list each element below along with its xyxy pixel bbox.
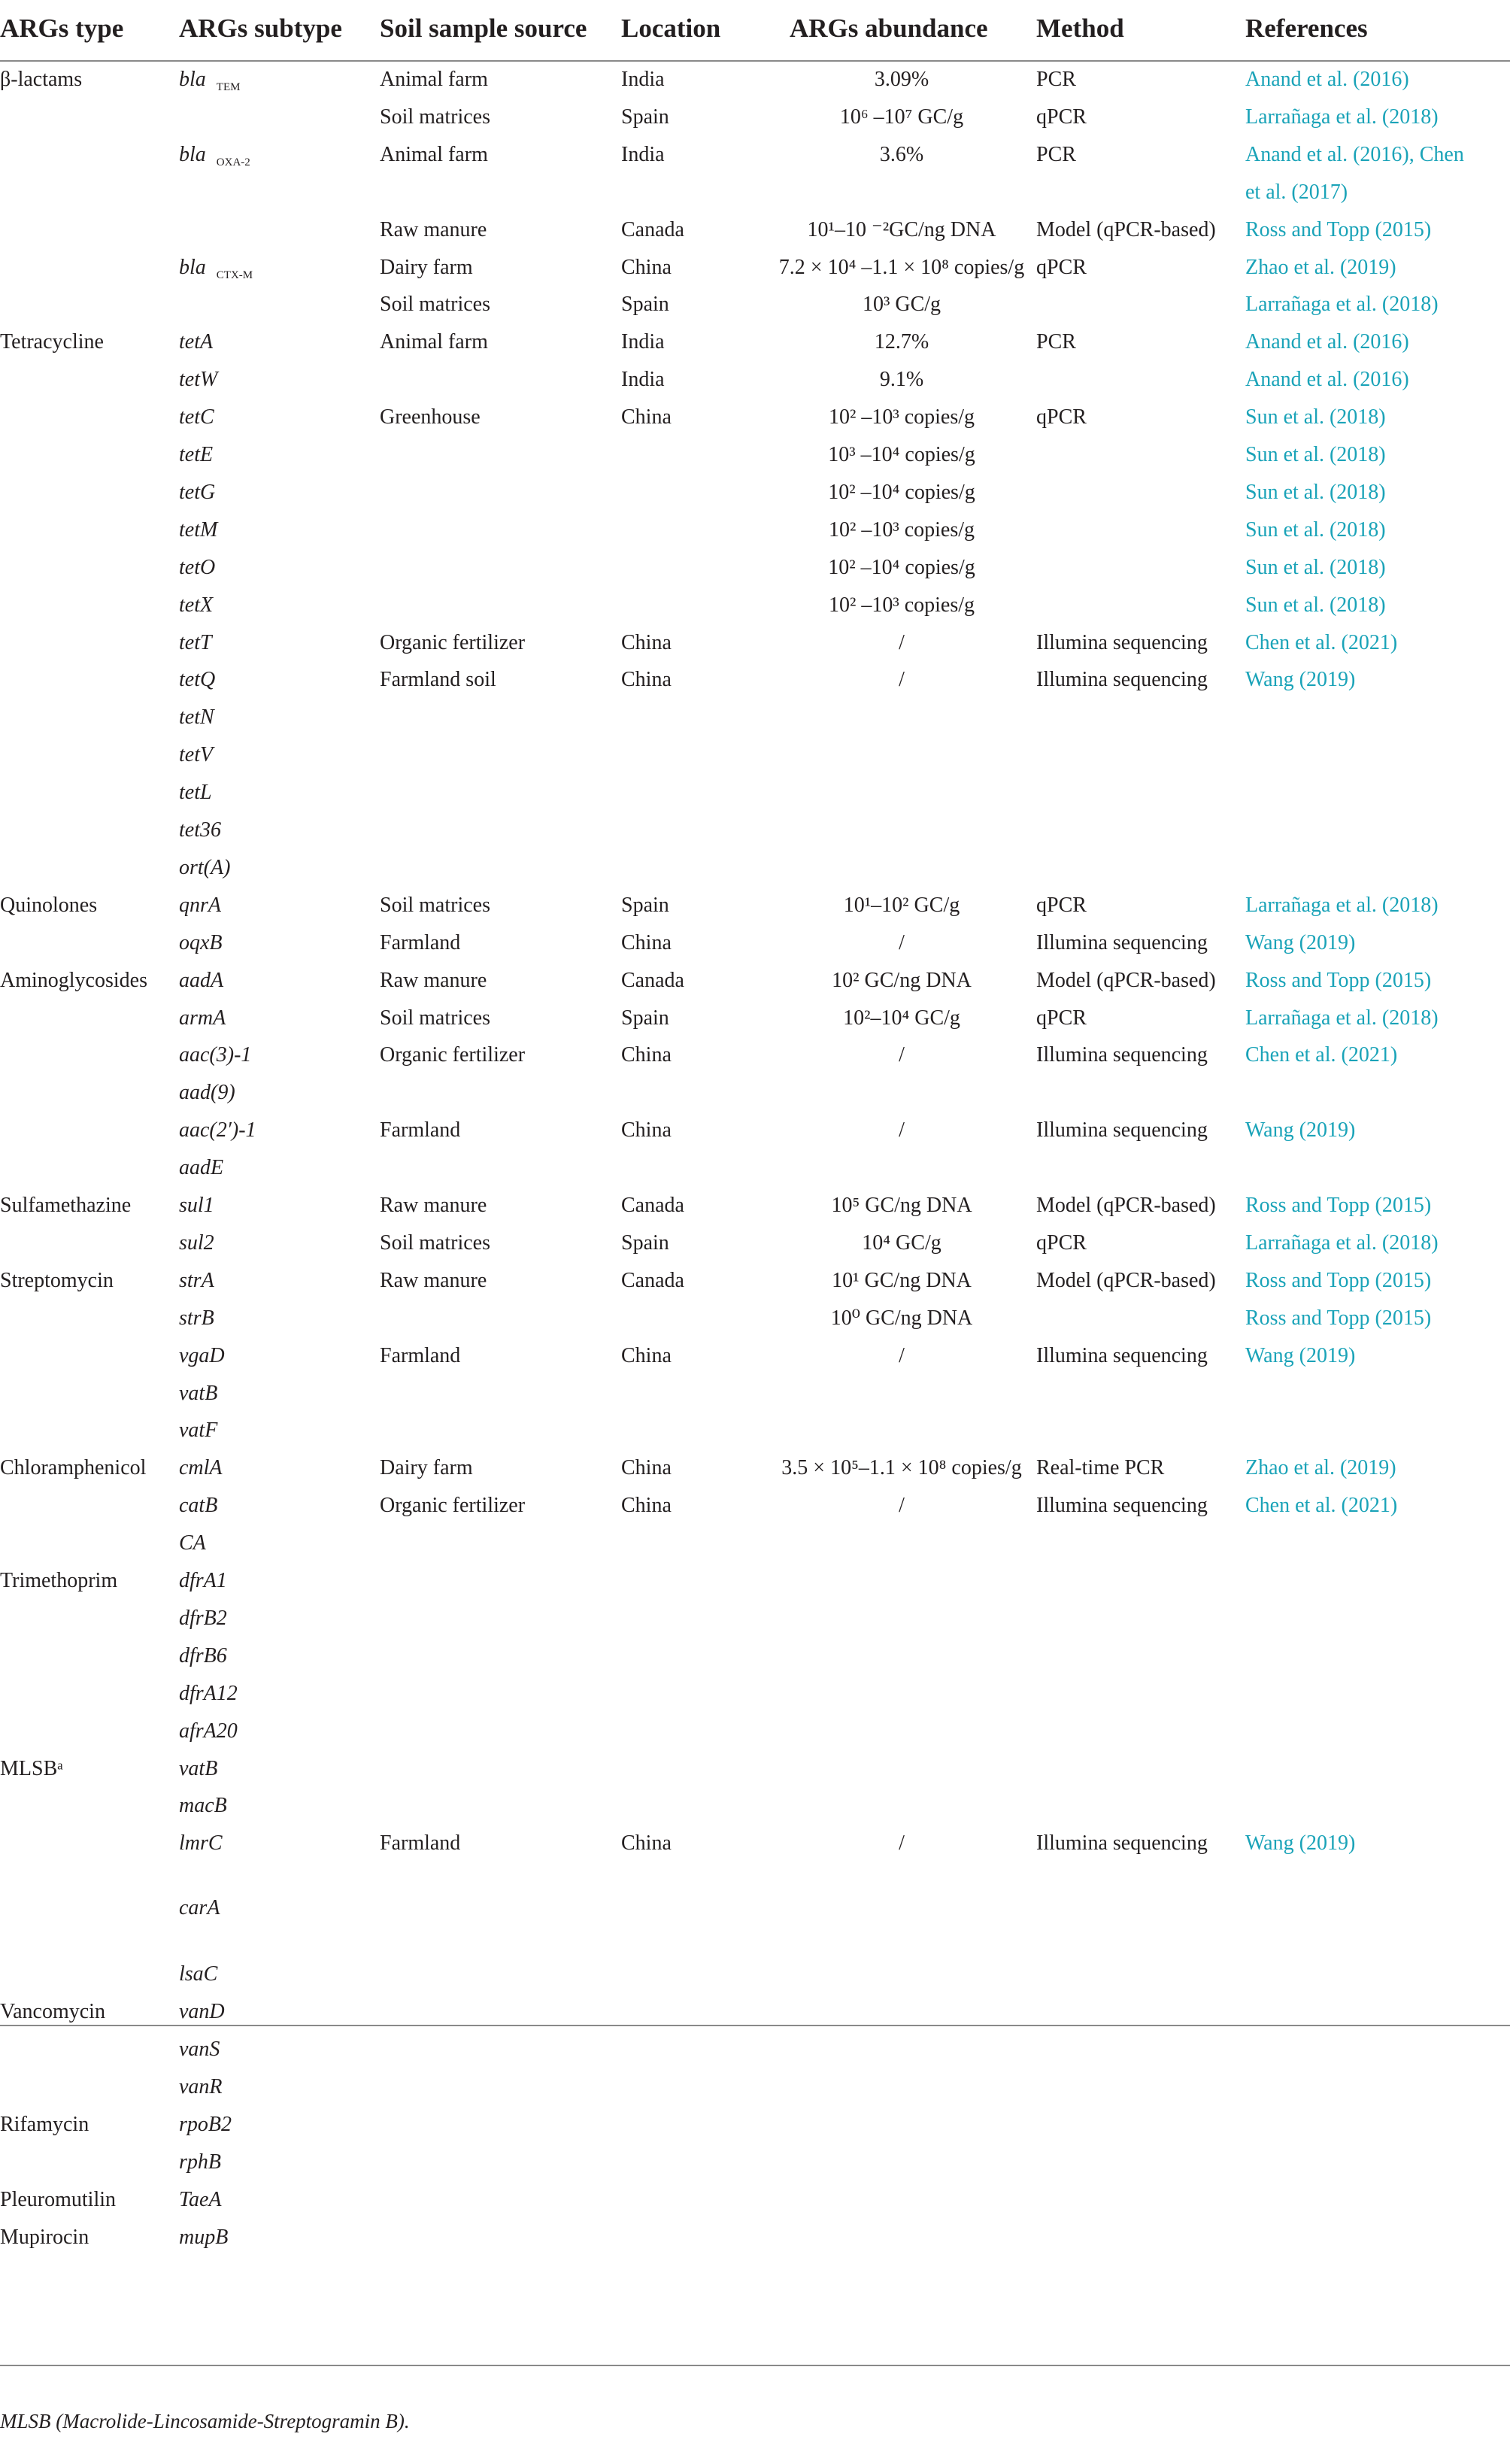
cell-location: Canada bbox=[621, 217, 684, 241]
table-row bbox=[0, 1149, 1510, 1188]
table-row bbox=[0, 135, 1510, 174]
table-row bbox=[0, 1955, 1510, 1994]
cell-args-subtype: oqxB bbox=[179, 930, 223, 954]
cell-args-subtype: afrA20 bbox=[179, 1719, 238, 1743]
cell-args-subtype: tetO bbox=[179, 555, 216, 579]
cell-method: Illumina sequencing bbox=[1036, 668, 1208, 692]
cell-args-type: Tetracycline bbox=[0, 330, 104, 354]
table-header bbox=[0, 0, 1510, 60]
cell-location: India bbox=[621, 142, 665, 166]
cell-reference[interactable]: Wang (2019) bbox=[1245, 1343, 1356, 1367]
header-args-subtype: ARGs subtype bbox=[179, 14, 342, 43]
cell-soil-source: Greenhouse bbox=[380, 405, 481, 429]
cell-args-subtype: tetG bbox=[179, 480, 216, 504]
cell-args-subtype: tetA bbox=[179, 330, 214, 354]
cell-reference[interactable]: Ross and Topp (2015) bbox=[1245, 1306, 1432, 1330]
cell-location: China bbox=[621, 630, 672, 654]
table-row bbox=[0, 1486, 1510, 1525]
cell-location: China bbox=[621, 930, 672, 954]
cell-soil-source: Raw manure bbox=[380, 968, 487, 992]
table-row bbox=[0, 1111, 1510, 1150]
table-row bbox=[0, 360, 1510, 399]
cell-abundance: / bbox=[899, 1831, 905, 1856]
cell-soil-source: Animal farm bbox=[380, 142, 488, 166]
cell-abundance: 10²–10⁴ GC/g bbox=[843, 1006, 960, 1030]
cell-abundance: / bbox=[899, 1043, 905, 1067]
table-row bbox=[0, 2105, 1510, 2144]
cell-reference[interactable]: Wang (2019) bbox=[1245, 1118, 1356, 1142]
cell-args-subtype: dfrB2 bbox=[179, 1606, 227, 1630]
cell-method: PCR bbox=[1036, 142, 1076, 166]
cell-soil-source: Farmland bbox=[380, 1343, 461, 1367]
cell-abundance: 10² GC/ng DNA bbox=[832, 968, 972, 992]
cell-abundance: 3.6% bbox=[879, 142, 924, 166]
cell-location: India bbox=[621, 68, 665, 91]
table-row bbox=[0, 60, 1510, 99]
cell-args-subtype: aac(3)-1 bbox=[179, 1043, 252, 1067]
section-rule bbox=[0, 2025, 1510, 2026]
cell-reference[interactable]: Wang (2019) bbox=[1245, 668, 1356, 692]
cell-args-subtype: sul2 bbox=[179, 1230, 214, 1255]
cell-args-subtype: dfrA12 bbox=[179, 1681, 238, 1705]
table-row bbox=[0, 1337, 1510, 1376]
table-row bbox=[0, 1749, 1510, 1789]
table-row bbox=[0, 323, 1510, 362]
table-row bbox=[0, 1449, 1510, 1488]
cell-reference[interactable]: Anand et al. (2016) bbox=[1245, 68, 1409, 91]
table-row bbox=[0, 285, 1510, 324]
table-row bbox=[0, 660, 1510, 699]
cell-soil-source: Farmland bbox=[380, 930, 461, 954]
cell-args-subtype: tetX bbox=[179, 593, 214, 617]
table-row bbox=[0, 1674, 1510, 1713]
cell-reference[interactable]: Larrañaga et al. (2018) bbox=[1245, 293, 1439, 317]
cell-method: qPCR bbox=[1036, 1230, 1087, 1255]
cell-args-subtype: vanS bbox=[179, 2038, 220, 2061]
table-row bbox=[0, 924, 1510, 963]
cell-abundance: 10² –10³ copies/g bbox=[828, 405, 975, 429]
header-location: Location bbox=[621, 14, 721, 43]
cell-args-subtype: bla $_{CTX-M}$ bbox=[179, 255, 253, 281]
cell-location: Canada bbox=[621, 1268, 684, 1292]
cell-abundance: / bbox=[899, 1118, 905, 1142]
cell-args-subtype: armA bbox=[179, 1006, 226, 1030]
subtype-subscript: TEM bbox=[216, 81, 241, 93]
cell-abundance: 10⁴ GC/g bbox=[862, 1230, 941, 1255]
cell-reference[interactable]: Larrañaga et al. (2018) bbox=[1245, 893, 1439, 917]
cell-args-subtype: tetL bbox=[179, 781, 212, 805]
cell-reference[interactable]: et al. (2017) bbox=[1245, 180, 1348, 204]
cell-reference[interactable]: Zhao et al. (2019) bbox=[1245, 1456, 1396, 1480]
cell-soil-source: Raw manure bbox=[380, 1268, 487, 1292]
cell-method: qPCR bbox=[1036, 105, 1087, 129]
cell-abundance: 10² –10⁴ copies/g bbox=[828, 555, 975, 579]
cell-reference[interactable]: Chen et al. (2021) bbox=[1245, 630, 1398, 654]
cell-method: PCR bbox=[1036, 330, 1076, 354]
cell-args-subtype: cmlA bbox=[179, 1456, 223, 1480]
cell-abundance: 9.1% bbox=[879, 368, 924, 392]
cell-args-subtype: vatB bbox=[179, 1381, 218, 1405]
cell-method: qPCR bbox=[1036, 893, 1087, 917]
cell-location: China bbox=[621, 405, 672, 429]
table-row bbox=[0, 1186, 1510, 1225]
cell-reference[interactable]: Sun et al. (2018) bbox=[1245, 593, 1386, 617]
cell-location: Spain bbox=[621, 1230, 669, 1255]
cell-location: China bbox=[621, 1043, 672, 1067]
cell-args-subtype: ort(A) bbox=[179, 855, 231, 879]
cell-reference[interactable]: Wang (2019) bbox=[1245, 1831, 1356, 1856]
cell-args-subtype: vanR bbox=[179, 2074, 223, 2098]
cell-abundance: 10² –10³ copies/g bbox=[828, 593, 975, 617]
cell-method: PCR bbox=[1036, 68, 1076, 91]
cell-location: Spain bbox=[621, 893, 669, 917]
cell-method: Illumina sequencing bbox=[1036, 1494, 1208, 1518]
cell-args-subtype: tetW bbox=[179, 368, 218, 392]
table-row bbox=[0, 773, 1510, 812]
subtype-subscript: CTX-M bbox=[216, 269, 253, 281]
header-args-type: ARGs type bbox=[0, 14, 124, 43]
cell-soil-source: Soil matrices bbox=[380, 293, 490, 317]
table-row bbox=[0, 1889, 1510, 1928]
cell-reference[interactable]: Sun et al. (2018) bbox=[1245, 555, 1386, 579]
cell-location: China bbox=[621, 1494, 672, 1518]
table-row bbox=[0, 2068, 1510, 2107]
cell-args-type: Rifamycin bbox=[0, 2112, 89, 2136]
header-soil-sample-source: Soil sample source bbox=[380, 14, 587, 43]
table-row bbox=[0, 999, 1510, 1038]
cell-location: Canada bbox=[621, 1194, 684, 1217]
cell-reference[interactable]: Ross and Topp (2015) bbox=[1245, 968, 1432, 992]
cell-soil-source: Soil matrices bbox=[380, 105, 490, 129]
table-row bbox=[0, 698, 1510, 737]
cell-args-subtype: tetT bbox=[179, 630, 212, 654]
cell-reference[interactable]: Anand et al. (2016) bbox=[1245, 330, 1409, 354]
cell-soil-source: Organic fertilizer bbox=[380, 1043, 526, 1067]
table-row bbox=[0, 1073, 1510, 1112]
table-row bbox=[0, 1637, 1510, 1676]
cell-method: Illumina sequencing bbox=[1036, 1043, 1208, 1067]
cell-args-type: Sulfamethazine bbox=[0, 1194, 132, 1217]
cell-args-subtype: tetC bbox=[179, 405, 214, 429]
cell-args-subtype: tet36 bbox=[179, 818, 221, 842]
bottom-rule bbox=[0, 2365, 1510, 2366]
cell-args-subtype: aad(9) bbox=[179, 1081, 235, 1105]
cell-args-subtype: rphB bbox=[179, 2150, 221, 2174]
cell-reference[interactable]: Sun et al. (2018) bbox=[1245, 405, 1386, 429]
cell-args-type: Quinolones bbox=[0, 893, 98, 917]
cell-args-subtype: aadA bbox=[179, 968, 224, 992]
cell-location: China bbox=[621, 668, 672, 692]
table-row bbox=[0, 2218, 1510, 2257]
cell-args-subtype: tetV bbox=[179, 743, 214, 767]
cell-abundance: 10⁶ –10⁷ GC/g bbox=[839, 105, 964, 129]
cell-args-type: Pleuromutilin bbox=[0, 2187, 116, 2211]
table-row bbox=[0, 1299, 1510, 1338]
cell-method: Model (qPCR-based) bbox=[1036, 217, 1216, 241]
table-row bbox=[0, 173, 1510, 212]
cell-args-subtype: carA bbox=[179, 1896, 220, 1920]
cell-soil-source: Soil matrices bbox=[380, 1230, 490, 1255]
cell-args-type: β-lactams bbox=[0, 68, 83, 91]
table-row bbox=[0, 811, 1510, 850]
table-row bbox=[0, 886, 1510, 925]
cell-method: qPCR bbox=[1036, 255, 1087, 279]
cell-soil-source: Organic fertilizer bbox=[380, 1494, 526, 1518]
cell-reference[interactable]: Anand et al. (2016) bbox=[1245, 368, 1409, 392]
cell-args-subtype: dfrA1 bbox=[179, 1569, 227, 1592]
cell-abundance: 3.5 × 10⁵–1.1 × 10⁸ copies/g bbox=[781, 1456, 1022, 1480]
cell-soil-source: Animal farm bbox=[380, 330, 488, 354]
cell-method: qPCR bbox=[1036, 405, 1087, 429]
cell-abundance: 10¹–10 ⁻²GC/ng DNA bbox=[807, 217, 996, 241]
table-row bbox=[0, 435, 1510, 475]
table-row bbox=[0, 1712, 1510, 1751]
cell-abundance: / bbox=[899, 668, 905, 692]
cell-soil-source: Animal farm bbox=[380, 68, 488, 91]
table-row bbox=[0, 211, 1510, 250]
cell-args-subtype: macB bbox=[179, 1794, 227, 1818]
cell-args-type: Trimethoprim bbox=[0, 1569, 118, 1592]
cell-args-subtype: mupB bbox=[179, 2225, 229, 2249]
cell-method: Model (qPCR-based) bbox=[1036, 1194, 1216, 1217]
cell-location: Spain bbox=[621, 293, 669, 317]
cell-soil-source: Farmland bbox=[380, 1831, 461, 1856]
cell-reference[interactable]: Larrañaga et al. (2018) bbox=[1245, 105, 1439, 129]
footnote: MLSB (Macrolide-Lincosamide-Streptogramin B). bbox=[0, 2410, 410, 2432]
cell-args-subtype: qnrA bbox=[179, 893, 221, 917]
cell-args-subtype: aac(2′)-1 bbox=[179, 1118, 256, 1142]
cell-args-subtype: bla $_{OXA-2}$ bbox=[179, 142, 250, 168]
table-row bbox=[0, 2180, 1510, 2220]
cell-soil-source: Soil matrices bbox=[380, 893, 490, 917]
cell-location: China bbox=[621, 255, 672, 279]
subtype-subscript: OXA-2 bbox=[216, 156, 250, 168]
cell-args-subtype: tetQ bbox=[179, 668, 216, 692]
table-row bbox=[0, 1561, 1510, 1601]
cell-reference[interactable]: Larrañaga et al. (2018) bbox=[1245, 1230, 1439, 1255]
cell-reference[interactable]: Sun et al. (2018) bbox=[1245, 443, 1386, 466]
cell-args-subtype: vatF bbox=[179, 1419, 218, 1443]
table-row bbox=[0, 1411, 1510, 1450]
cell-reference[interactable]: Zhao et al. (2019) bbox=[1245, 255, 1396, 279]
table-row bbox=[0, 473, 1510, 512]
cell-abundance: 10¹ GC/ng DNA bbox=[832, 1268, 972, 1292]
table-row bbox=[0, 2030, 1510, 2069]
cell-args-subtype: lsaC bbox=[179, 1962, 218, 1986]
cell-args-subtype: aadE bbox=[179, 1156, 224, 1180]
cell-soil-source: Dairy farm bbox=[380, 255, 473, 279]
cell-location: Canada bbox=[621, 968, 684, 992]
cell-abundance: / bbox=[899, 1343, 905, 1367]
cell-args-subtype: lmrC bbox=[179, 1831, 223, 1856]
table-row bbox=[0, 2143, 1510, 2182]
table-row bbox=[0, 1261, 1510, 1300]
cell-abundance: 10³ –10⁴ copies/g bbox=[828, 443, 975, 466]
cell-method: Model (qPCR-based) bbox=[1036, 968, 1216, 992]
cell-abundance: 10² –10³ copies/g bbox=[828, 517, 975, 542]
cell-method: Illumina sequencing bbox=[1036, 1118, 1208, 1142]
cell-abundance: / bbox=[899, 630, 905, 654]
cell-abundance: 10⁵ GC/ng DNA bbox=[831, 1194, 972, 1217]
header-references: References bbox=[1245, 14, 1368, 43]
table-row bbox=[0, 1036, 1510, 1075]
table-row bbox=[0, 1524, 1510, 1563]
cell-soil-source: Soil matrices bbox=[380, 1006, 490, 1030]
cell-reference[interactable]: Wang (2019) bbox=[1245, 930, 1356, 954]
cell-location: India bbox=[621, 368, 665, 392]
table-row bbox=[0, 961, 1510, 1000]
cell-abundance: 12.7% bbox=[874, 330, 929, 354]
cell-abundance: 10² –10⁴ copies/g bbox=[828, 480, 975, 504]
cell-soil-source: Farmland bbox=[380, 1118, 461, 1142]
cell-reference[interactable]: Ross and Topp (2015) bbox=[1245, 1268, 1432, 1292]
table-row bbox=[0, 511, 1510, 550]
cell-args-subtype: vgaD bbox=[179, 1343, 225, 1367]
cell-method: Illumina sequencing bbox=[1036, 930, 1208, 954]
cell-soil-source: Raw manure bbox=[380, 217, 487, 241]
cell-abundance: 10¹–10² GC/g bbox=[843, 893, 960, 917]
cell-reference[interactable]: Chen et al. (2021) bbox=[1245, 1043, 1398, 1067]
cell-args-subtype: bla $_{TEM}$ bbox=[179, 68, 241, 93]
cell-reference[interactable]: Sun et al. (2018) bbox=[1245, 517, 1386, 542]
table-row bbox=[0, 548, 1510, 587]
cell-args-subtype: rpoB2 bbox=[179, 2112, 232, 2136]
table-row bbox=[0, 1599, 1510, 1638]
cell-args-subtype: tetM bbox=[179, 517, 218, 542]
cell-args-type: Vancomycin bbox=[0, 2000, 105, 2024]
cell-soil-source: Farmland soil bbox=[380, 668, 496, 692]
cell-args-subtype: tetE bbox=[179, 443, 214, 466]
cell-method: Illumina sequencing bbox=[1036, 1343, 1208, 1367]
table-row bbox=[0, 586, 1510, 625]
cell-method: Illumina sequencing bbox=[1036, 630, 1208, 654]
cell-args-subtype: CA bbox=[179, 1531, 206, 1555]
cell-args-subtype: strB bbox=[179, 1306, 214, 1330]
cell-args-subtype: vanD bbox=[179, 2000, 225, 2024]
header-method: Method bbox=[1036, 14, 1124, 43]
cell-abundance: / bbox=[899, 930, 905, 954]
cell-location: Spain bbox=[621, 105, 669, 129]
cell-abundance: 10⁰ GC/ng DNA bbox=[830, 1306, 973, 1330]
table-row bbox=[0, 98, 1510, 137]
cell-location: China bbox=[621, 1831, 672, 1856]
cell-args-subtype: catB bbox=[179, 1494, 218, 1518]
cell-abundance: / bbox=[899, 1494, 905, 1518]
cell-method: Model (qPCR-based) bbox=[1036, 1268, 1216, 1292]
cell-method: Real-time PCR bbox=[1036, 1456, 1165, 1480]
cell-args-subtype: strA bbox=[179, 1268, 214, 1292]
table-row bbox=[0, 1786, 1510, 1825]
cell-args-subtype: sul1 bbox=[179, 1194, 214, 1217]
cell-abundance: 10³ GC/g bbox=[862, 293, 941, 317]
table-row bbox=[0, 624, 1510, 663]
cell-args-type: Aminoglycosides bbox=[0, 968, 147, 992]
cell-location: Spain bbox=[621, 1006, 669, 1030]
table-row bbox=[0, 1824, 1510, 1863]
cell-args-type: Mupirocin bbox=[0, 2225, 89, 2249]
cell-args-type: MLSBᵃ bbox=[0, 1756, 63, 1780]
cell-args-subtype: TaeA bbox=[179, 2187, 222, 2211]
cell-args-type: Chloramphenicol bbox=[0, 1456, 147, 1480]
cell-reference[interactable]: Ross and Topp (2015) bbox=[1245, 1194, 1432, 1217]
cell-reference[interactable]: Larrañaga et al. (2018) bbox=[1245, 1006, 1439, 1030]
cell-soil-source: Organic fertilizer bbox=[380, 630, 526, 654]
cell-method: qPCR bbox=[1036, 1006, 1087, 1030]
cell-args-type: Streptomycin bbox=[0, 1268, 114, 1292]
cell-abundance: 3.09% bbox=[874, 68, 929, 91]
table-row bbox=[0, 848, 1510, 888]
cell-args-subtype: tetN bbox=[179, 706, 214, 730]
cell-reference[interactable]: Anand et al. (2016), Chen bbox=[1245, 142, 1464, 166]
cell-reference[interactable]: Sun et al. (2018) bbox=[1245, 480, 1386, 504]
table-row bbox=[0, 398, 1510, 437]
table-row bbox=[0, 248, 1510, 287]
cell-args-subtype: vatB bbox=[179, 1756, 218, 1780]
cell-location: China bbox=[621, 1456, 672, 1480]
cell-location: China bbox=[621, 1343, 672, 1367]
cell-location: India bbox=[621, 330, 665, 354]
cell-reference[interactable]: Chen et al. (2021) bbox=[1245, 1494, 1398, 1518]
table-row bbox=[0, 1224, 1510, 1263]
table-row bbox=[0, 1374, 1510, 1413]
cell-reference[interactable]: Ross and Topp (2015) bbox=[1245, 217, 1432, 241]
header-args-abundance: ARGs abundance bbox=[790, 14, 988, 43]
cell-location: China bbox=[621, 1118, 672, 1142]
table-row bbox=[0, 736, 1510, 775]
cell-soil-source: Dairy farm bbox=[380, 1456, 473, 1480]
cell-method: Illumina sequencing bbox=[1036, 1831, 1208, 1856]
cell-soil-source: Raw manure bbox=[380, 1194, 487, 1217]
cell-abundance: 7.2 × 10⁴ –1.1 × 10⁸ copies/g bbox=[778, 255, 1025, 279]
cell-args-subtype: dfrB6 bbox=[179, 1643, 227, 1667]
